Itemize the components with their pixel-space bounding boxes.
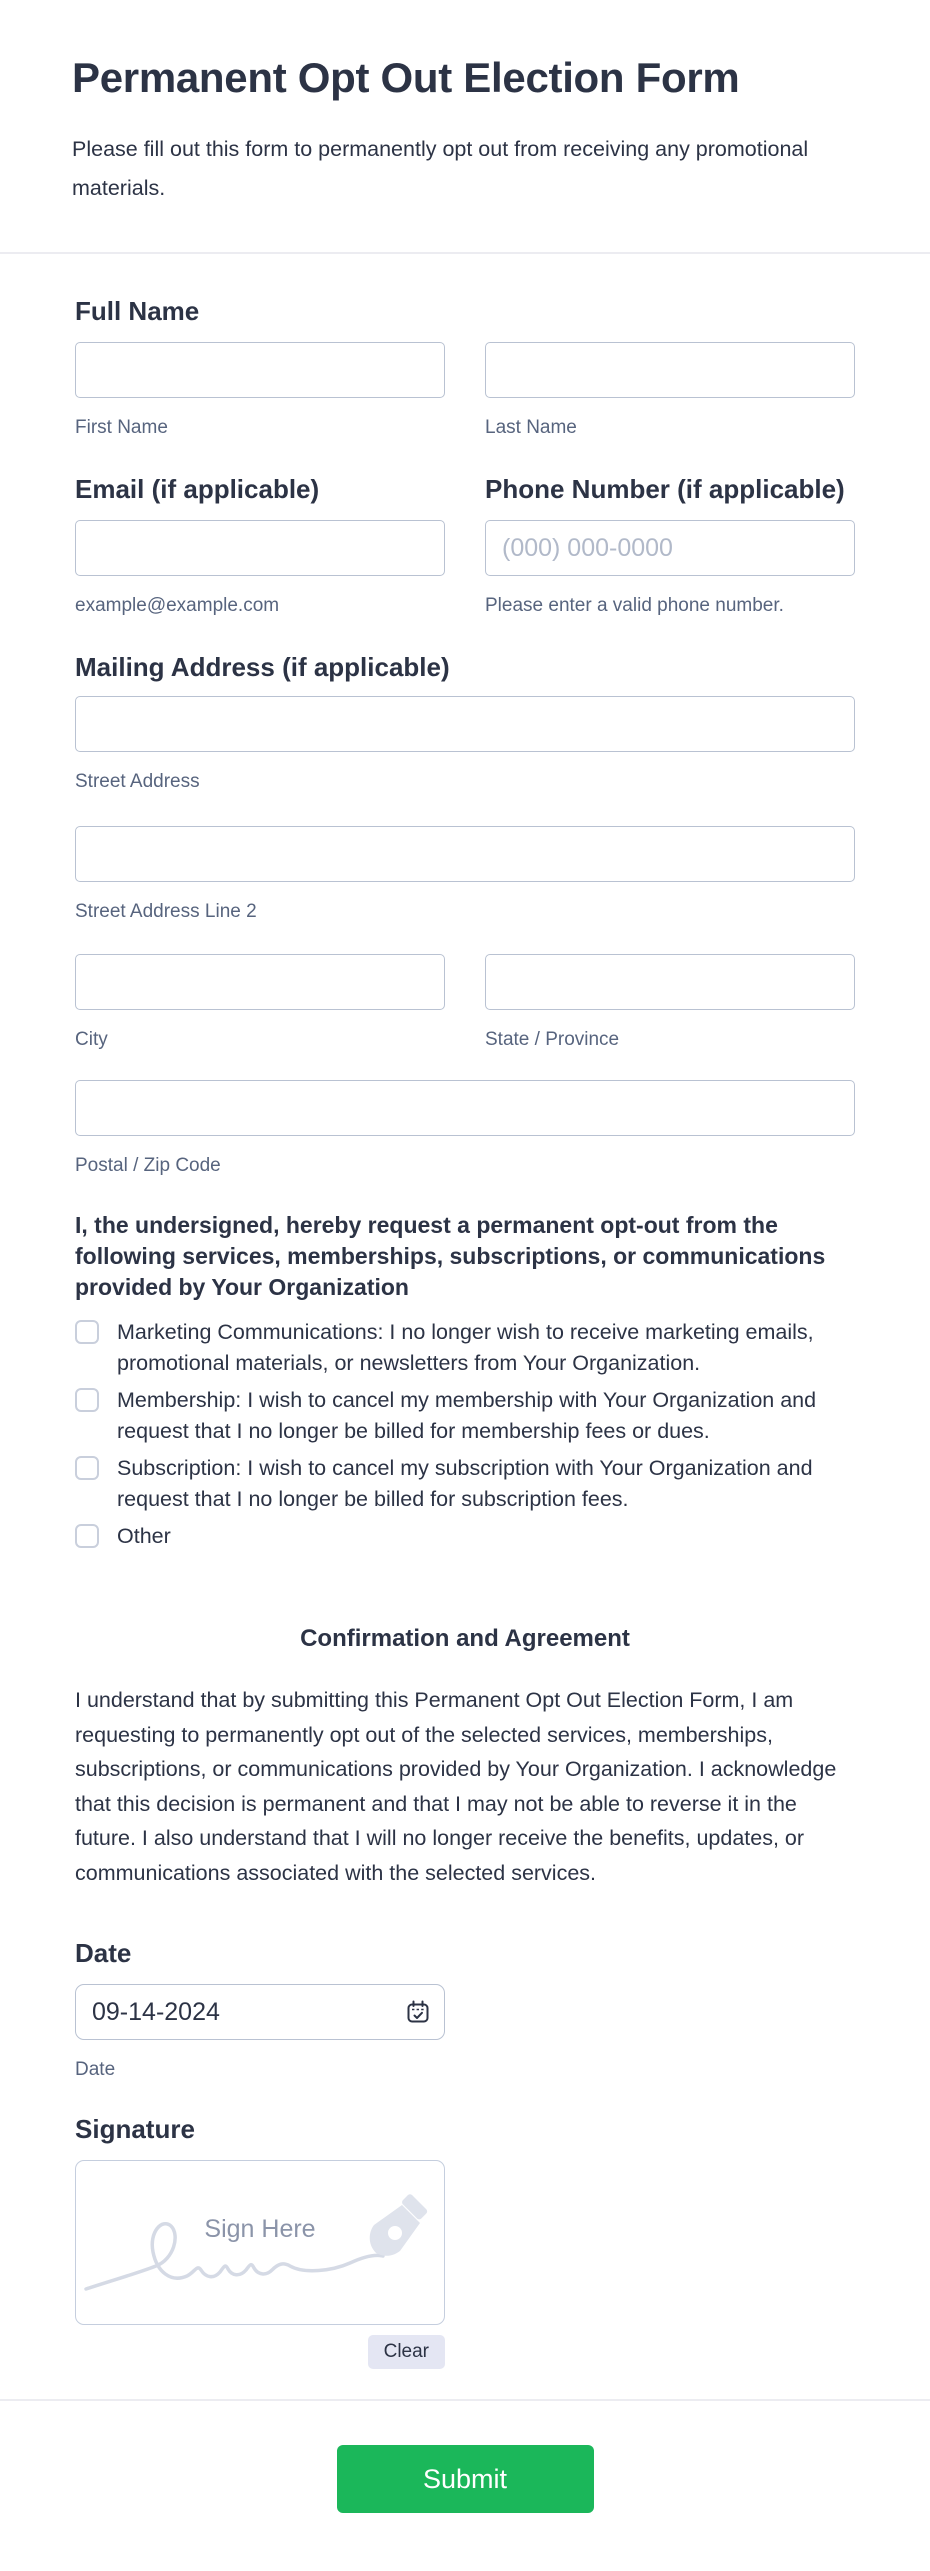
calendar-check-icon[interactable] [405, 1999, 431, 2025]
first-name-input[interactable] [75, 342, 445, 398]
form-header [0, 0, 930, 208]
optout-group-label: I, the undersigned, hereby request a permanent opt-out from the following services, memberships, subscriptions, or communications provided by Your Organization [75, 1212, 826, 1300]
street-address-input[interactable] [75, 696, 855, 752]
postal-code-sublabel: Postal / Zip Code [75, 1155, 221, 1176]
state-input[interactable] [485, 954, 855, 1010]
other-checkbox[interactable] [75, 1524, 99, 1548]
subscription-option-label: Subscription: I wish to cancel my subscription with Your Organization and request that I no longer be billed for subscription fees. [117, 1456, 813, 1511]
phone-input[interactable] [485, 520, 855, 576]
email-label: Email (if applicable) [75, 474, 320, 504]
pen-nib-icon [370, 2193, 429, 2256]
email-input[interactable] [75, 520, 445, 576]
email-sublabel: example@example.com [75, 595, 280, 616]
signature-squiggle [76, 2161, 444, 2324]
signature-field [75, 2112, 855, 2369]
submit-button[interactable]: Submit [337, 2445, 594, 2513]
page-subtitle: Please fill out this form to permanently opt out from receiving any promotional materials. [72, 137, 809, 200]
mailing-address-label: Mailing Address (if applicable) [75, 652, 450, 682]
option-marketing [75, 1317, 855, 1379]
street-address2-sublabel: Street Address Line 2 [75, 901, 257, 922]
sign-here-hint: Sign Here [204, 2215, 316, 2243]
city-input[interactable] [75, 954, 445, 1010]
submit-section [0, 2401, 930, 2513]
signature-label: Signature [75, 2114, 195, 2144]
confirmation-heading: Confirmation and Agreement [300, 1625, 630, 1652]
date-label: Date [75, 1938, 132, 1968]
phone-label: Phone Number (if applicable) [485, 474, 845, 504]
date-sublabel: Date [75, 2059, 116, 2080]
last-name-sublabel: Last Name [485, 417, 577, 438]
marketing-option-label: Marketing Communications: I no longer wish to receive marketing emails, promotional materials, or newsletters from Your Organization. [117, 1320, 814, 1375]
other-option-label: Other [117, 1524, 171, 1548]
phone-sublabel: Please enter a valid phone number. [485, 595, 784, 616]
postal-code-input[interactable] [75, 1080, 855, 1136]
mailing-address-field [75, 650, 855, 1178]
state-sublabel: State / Province [485, 1029, 620, 1050]
subscription-checkbox[interactable] [75, 1456, 99, 1480]
full-name-label: Full Name [75, 296, 200, 326]
option-membership [75, 1385, 855, 1447]
page-title: Permanent Opt Out Election Form [72, 54, 740, 101]
option-subscription [75, 1453, 855, 1515]
membership-checkbox[interactable] [75, 1388, 99, 1412]
date-field [75, 1936, 855, 2082]
confirmation-body: I understand that by submitting this Permanent Opt Out Election Form, I am requesting to permanently opt out of the selected services, memberships, subscriptions, or communications provided by Your Organization. I acknowledge that this decision is permanent and that I may not be able to reverse it in the future. I also understand that I will no longer receive the benefits, updates, or communications associated with the selected services. [75, 1688, 837, 1885]
last-name-input[interactable] [485, 342, 855, 398]
first-name-sublabel: First Name [75, 417, 168, 438]
optout-checkbox-group [75, 1210, 855, 1552]
membership-option-label: Membership: I wish to cancel my membership with Your Organization and request that I no longer be billed for membership fees or dues. [117, 1388, 817, 1443]
date-input[interactable] [75, 1984, 445, 2040]
street-address-sublabel: Street Address [75, 771, 200, 792]
signature-pad[interactable] [75, 2160, 445, 2325]
full-name-field [75, 294, 855, 440]
street-address2-input[interactable] [75, 826, 855, 882]
confirmation-section [75, 1623, 855, 1890]
clear-signature-button[interactable]: Clear [368, 2335, 445, 2369]
option-other [75, 1521, 855, 1552]
city-sublabel: City [75, 1029, 108, 1050]
form-body [0, 254, 930, 2369]
email-phone-row [75, 472, 855, 618]
marketing-checkbox[interactable] [75, 1320, 99, 1344]
